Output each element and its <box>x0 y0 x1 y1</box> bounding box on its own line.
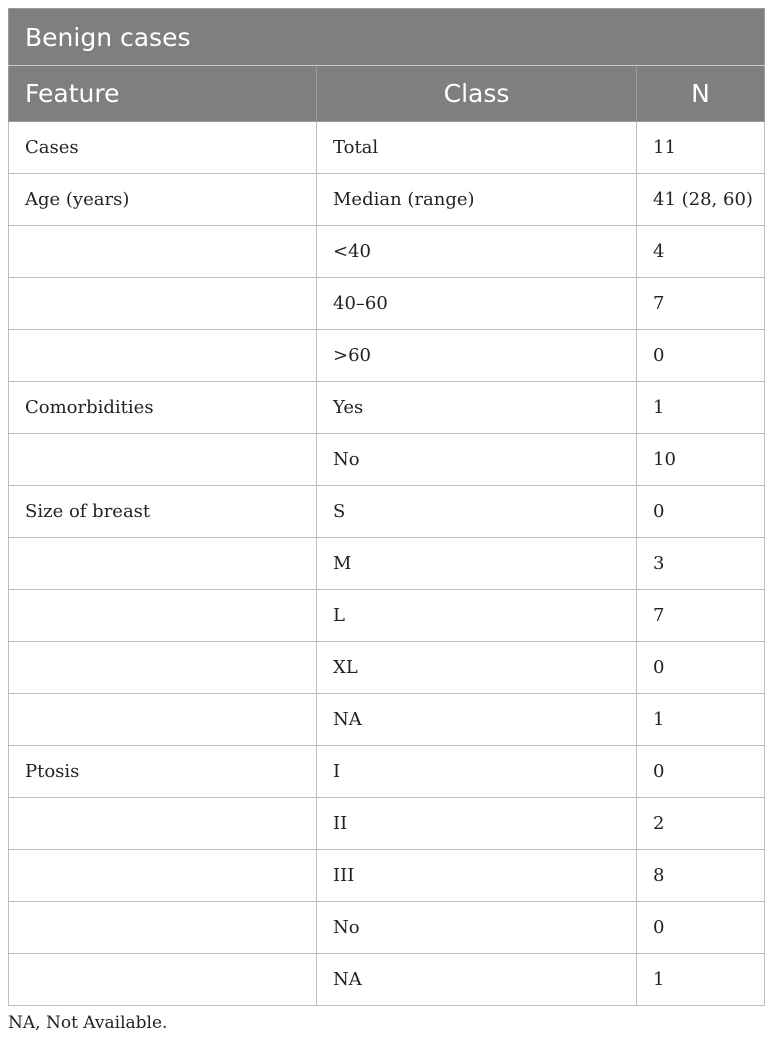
cell-feature <box>9 798 317 850</box>
cell-n: 7 <box>637 278 765 330</box>
cell-class: M <box>317 538 637 590</box>
cell-feature <box>9 226 317 278</box>
cell-n: 4 <box>637 226 765 278</box>
cell-class: S <box>317 486 637 538</box>
table-row <box>9 850 765 902</box>
cell-class: XL <box>317 642 637 694</box>
cell-class: <40 <box>317 226 637 278</box>
header-class: Class <box>317 66 637 122</box>
table-row <box>9 590 765 642</box>
table-row <box>9 122 765 174</box>
cell-feature <box>9 694 317 746</box>
cell-class: Median (range) <box>317 174 637 226</box>
cell-class: L <box>317 590 637 642</box>
cell-class: I <box>317 746 637 798</box>
cell-class: >60 <box>317 330 637 382</box>
table-row <box>9 746 765 798</box>
cell-class: 40–60 <box>317 278 637 330</box>
table-row <box>9 434 765 486</box>
cell-n: 8 <box>637 850 765 902</box>
cell-n: 0 <box>637 746 765 798</box>
cell-feature: Cases <box>9 122 317 174</box>
cell-class: III <box>317 850 637 902</box>
benign-cases-table <box>8 8 765 1006</box>
table-row <box>9 382 765 434</box>
cell-n: 3 <box>637 538 765 590</box>
cell-feature <box>9 434 317 486</box>
cell-n: 0 <box>637 902 765 954</box>
cell-feature <box>9 902 317 954</box>
table-row <box>9 174 765 226</box>
table-footnote: NA, Not Available. <box>8 1013 168 1033</box>
cell-feature <box>9 590 317 642</box>
header-n: N <box>637 66 765 122</box>
cell-feature: Ptosis <box>9 746 317 798</box>
table-header-row <box>9 66 765 122</box>
table-row <box>9 330 765 382</box>
table-title-row <box>9 9 765 66</box>
cell-n: 7 <box>637 590 765 642</box>
cell-n: 1 <box>637 382 765 434</box>
cell-n: 1 <box>637 694 765 746</box>
cell-class: II <box>317 798 637 850</box>
cell-class: No <box>317 434 637 486</box>
cell-class: No <box>317 902 637 954</box>
cell-n: 2 <box>637 798 765 850</box>
benign-cases-table-container <box>8 8 764 1006</box>
cell-class: NA <box>317 954 637 1006</box>
cell-n: 41 (28, 60) <box>637 174 765 226</box>
cell-feature <box>9 954 317 1006</box>
table-row <box>9 486 765 538</box>
table-row <box>9 694 765 746</box>
cell-class: NA <box>317 694 637 746</box>
cell-feature: Size of breast <box>9 486 317 538</box>
table-title: Benign cases <box>9 9 765 66</box>
cell-n: 10 <box>637 434 765 486</box>
cell-n: 11 <box>637 122 765 174</box>
table-row <box>9 798 765 850</box>
cell-class: Yes <box>317 382 637 434</box>
cell-n: 0 <box>637 486 765 538</box>
cell-feature <box>9 538 317 590</box>
cell-feature: Comorbidities <box>9 382 317 434</box>
cell-feature <box>9 330 317 382</box>
cell-class: Total <box>317 122 637 174</box>
table-row <box>9 538 765 590</box>
cell-feature <box>9 642 317 694</box>
table-row <box>9 902 765 954</box>
cell-n: 0 <box>637 642 765 694</box>
cell-feature: Age (years) <box>9 174 317 226</box>
header-feature: Feature <box>9 66 317 122</box>
table-row <box>9 278 765 330</box>
table-row <box>9 226 765 278</box>
table-row <box>9 642 765 694</box>
table-row <box>9 954 765 1006</box>
cell-feature <box>9 850 317 902</box>
cell-n: 0 <box>637 330 765 382</box>
cell-n: 1 <box>637 954 765 1006</box>
cell-feature <box>9 278 317 330</box>
